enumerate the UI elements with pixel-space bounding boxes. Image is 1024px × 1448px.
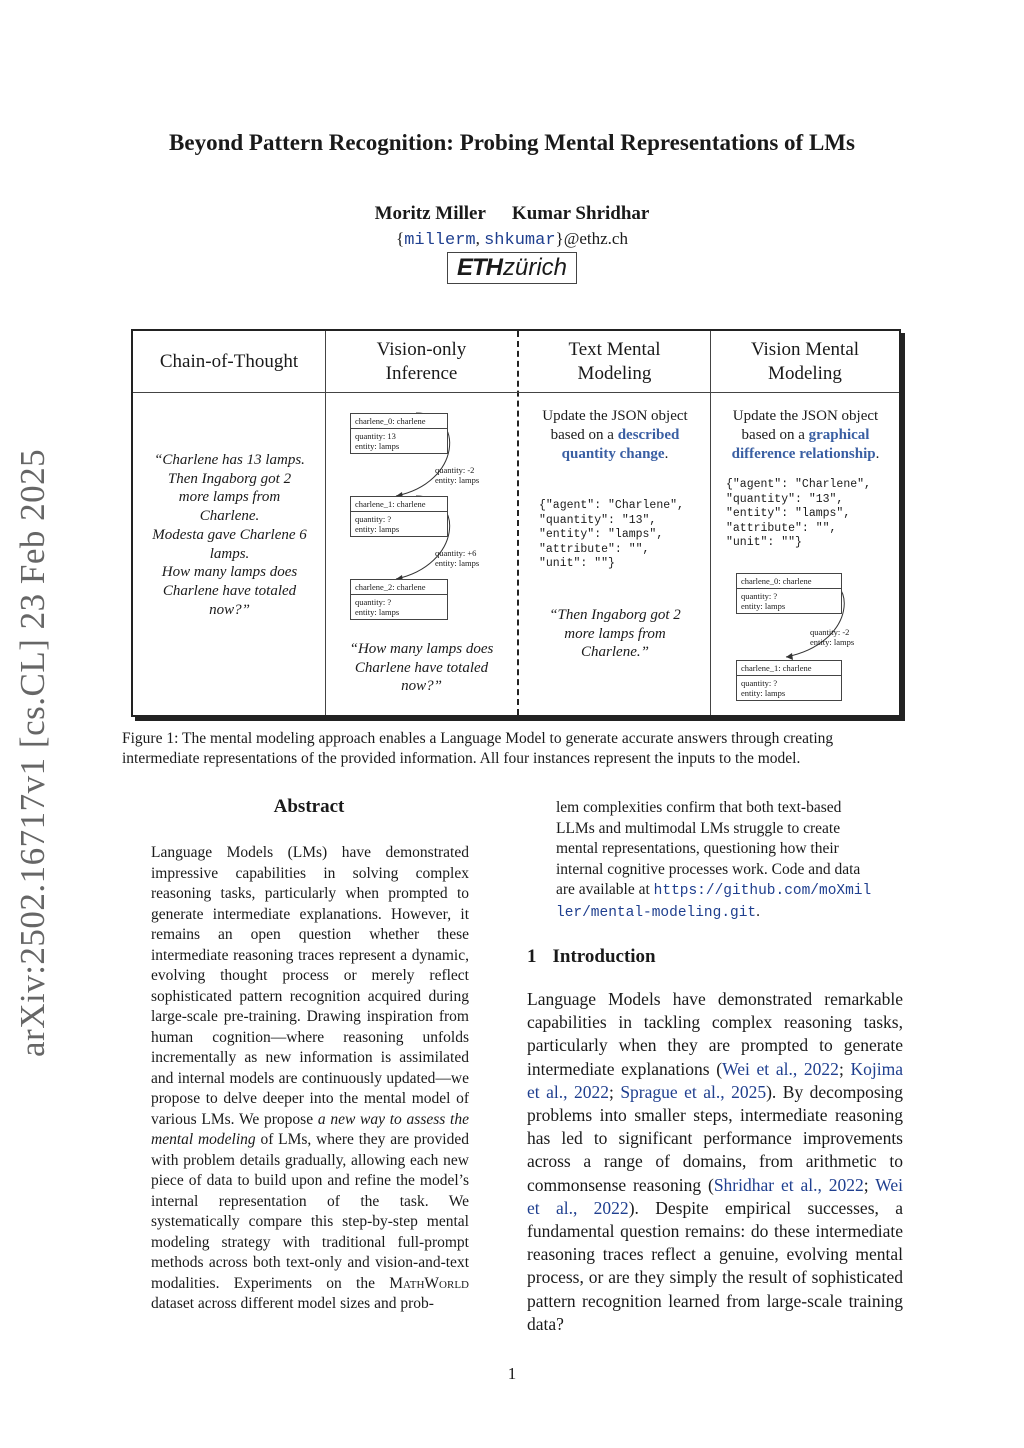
header-vision-mental-modeling: Vision Mental Modeling [750, 338, 860, 384]
code-link[interactable]: https://github.com/moXmiller/mental-modeling.git [556, 883, 872, 921]
text-mm-json: {"agent": "Charlene", "quantity": "13", "entity": "lamps", "attribute": "", "unit": ""} [539, 499, 684, 570]
vision-mm-instruction: Update the JSON object based on a graphical difference relationship. [731, 408, 880, 462]
eth-logo: ETH zürich [447, 252, 577, 284]
citation-link[interactable]: Sprague et al., 2025 [620, 1081, 767, 1102]
paper-title: Beyond Pattern Recognition: Probing Mental Representations of LMs [169, 130, 855, 155]
figure-1 [131, 329, 901, 717]
header-chain-of-thought: Chain-of-Thought [159, 350, 299, 372]
author-name: Kumar Shridhar [511, 203, 650, 224]
abstract-text: Language Models (LMs) have demonstrated impressive capabilities in solving complex reasoning tasks, particularly when prompted to generate intermediate explanations. However, it remains an open question whether these intermediate reasoning traces represent a dynamic, evolving thought process or merely reflect sophisticated pattern recognition acquired during large-scale pre-training. Drawing inspiration from human cognition—where reasoning unfolds incrementally as new information is assimilated and internal models are continuously updated—we propose to delve deeper into the mental model of various LMs. We propose a new way to assess the mental modeling of LMs, where they are provided with problem details gradually, allowing each new piece of data to build upon and refine the model’s internal representation of the task. We systematically compare this step-by-step mental modeling strategy with traditional full-prompt methods across both text-only and vision-and-text modalities. Experiments on the MathWorld dataset across different model sizes and prob- [151, 844, 469, 1312]
text-mm-quote: “Then Ingaborg got 2 more lamps from Charlene.” [549, 607, 681, 660]
figure-caption: Figure 1: The mental modeling approach enables a Language Model to generate accurate answers through creating intermediate representations of the provided information. All four instances represent the inputs to the model. [122, 730, 834, 767]
graph-node: charlene_2: charlene quantity: ? entity: lamps [350, 579, 448, 620]
header-text-mental-modeling: Text Mental Modeling [568, 338, 661, 384]
abstract-continued: lem complexities confirm that both text-based LLMs and multimodal LMs struggle to create mental representations, questioning how their internal cognitive processes work. Code and data are available at https://github.com/moXmiller/mental-modeling.git. [556, 799, 872, 921]
citation-link[interactable]: Shridhar et al., 2022 [713, 1174, 864, 1195]
edge-label: quantity: -2 entity: lamps [435, 465, 480, 485]
author-email: {millerm, shkumar}@ethz.ch [396, 229, 628, 250]
cot-problem-text: “Charlene has 13 lamps. Then Ingaborg got 2 more lamps from Charlene. Modesta gave Charlene 6 lamps. How many lamps does Charlene have totaled now?” [152, 452, 307, 618]
page-number: 1 [507, 1364, 517, 1383]
edge-label: quantity: -2 entity: lamps [810, 627, 855, 647]
graph-node: charlene_0: charlene quantity: 13 entity: lamps [350, 413, 448, 454]
author-list [0, 203, 1024, 225]
abstract-heading: Abstract [273, 796, 345, 817]
introduction-text: Language Models have demonstrated remarkable capabilities in tackling complex reasoning tasks, particularly when they are prompted to generate intermediate explanations (Wei et al., 2022; Kojima et al., 2022; Sprague et al., 2025). By decomposing problems into smaller steps, intermediate reasoning has led to significant performance improvements across a range of domains, from arithmetic to commonsense reasoning (Shridhar et al., 2022; Wei et al., 2022). Despite empirical successes, a fundamental question remains: do these intermediate reasoning traces reflect a genuine, evolving mental process, or are they simply the result of sophisticated pattern recognition learned from large-scale training data? [527, 989, 903, 1334]
citation-link[interactable]: Wei et al., 2022 [527, 1174, 903, 1218]
arxiv-identifier: arXiv:2502.16717v1 [cs.CL] 23 Feb 2025 [13, 448, 52, 1057]
header-vision-only: Vision-only Inference [376, 338, 467, 384]
section-heading: 1 Introduction [527, 946, 656, 967]
citation-link[interactable]: Kojima et al., 2022 [527, 1058, 903, 1102]
graph-node: charlene_1: charlene quantity: ? entity: lamps [736, 660, 842, 701]
vision-question-text: “How many lamps does Charlene have totaled now?” [349, 641, 494, 694]
graph-node: charlene_1: charlene quantity: ? entity: lamps [350, 496, 448, 537]
text-mm-instruction: Update the JSON object based on a described quantity change. [542, 408, 688, 462]
vision-mm-json: {"agent": "Charlene", "quantity": "13", "entity": "lamps", "attribute": "", "unit": ""} [726, 478, 871, 549]
author-name: Moritz Miller [374, 203, 486, 224]
graph-node: charlene_0: charlene quantity: ? entity: lamps [736, 573, 842, 614]
edge-label: quantity: +6 entity: lamps [435, 548, 480, 568]
citation-link[interactable]: Wei et al., 2022 [722, 1058, 839, 1079]
email-user[interactable]: millerm [404, 231, 476, 250]
email-user[interactable]: shkumar [484, 231, 556, 250]
